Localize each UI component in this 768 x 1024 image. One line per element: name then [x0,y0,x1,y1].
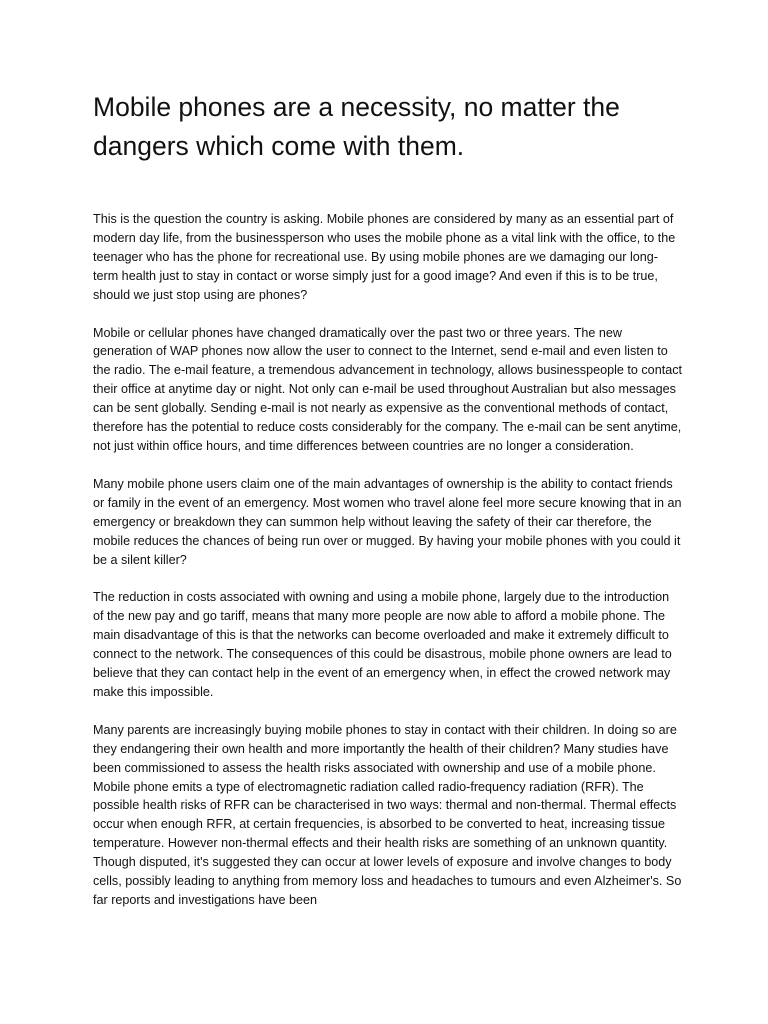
document-title: Mobile phones are a necessity, no matter the dangers which come with them. [93,92,620,161]
paragraph-1: This is the question the country is asking. Mobile phones are considered by many as an essential part of modern day life, from the businessperson who uses the mobile phone as a vital link with the office, to the teenager who has the phone for recreational use. By using mobile phones are we damaging our long-term health just to stay in contact or worse simply just for a good image? And even if this is to be true, should we just stop using are phones? [93,212,676,302]
paragraph-5: Many parents are increasingly buying mobile phones to stay in contact with their children. In doing so are they endangering their own health and more importantly the health of their children? Many studies have been commissioned to assess the health risks associated with ownership and use of a mobile phone. Mobile phone emits a type of electromagnetic radiation called radio-frequency radiation (RFR). The possible health risks of RFR can be characterised in two ways: thermal and non-thermal. Thermal effects occur when enough RFR, at certain frequencies, is absorbed to be converted to heat, increasing tissue temperature. However non-thermal effects and their health risks are something of an unknown quantity. Though disputed, it's suggested they can occur at lower levels of exposure and involve changes to body cells, possibly leading to anything from memory loss and headaches to tumours and even Alzheimer's. So far reports and investigations have been [93,722,682,907]
paragraph-2: Mobile or cellular phones have changed dramatically over the past two or three years. The new generation of WAP phones now allow the user to connect to the Internet, send e-mail and even listen to the radio. The e-mail feature, a tremendous advancement in technology, allows businesspeople to contact their office at anytime day or night. Not only can e-mail be used throughout Australian but also messages can be sent globally. Sending e-mail is not nearly as expensive as the conventional methods of contact, therefore has the potential to reduce costs considerably for the company. The e-mail can be sent anytime, not just within office hours, and time differences between countries are no longer a consideration. [93,325,682,453]
document-body [93,210,683,929]
paragraph-4: The reduction in costs associated with owning and using a mobile phone, largely due to the introduction of the new pay and go tariff, means that many more people are now able to afford a mobile phone. The main disadvantage of this is that the networks can become overloaded and make it extremely difficult to connect to the network. The consequences of this could be disastrous, mobile phone owners are lead to believe that they can contact help in the event of an emergency when, in effect the crowed network may make this impossible. [93,590,672,699]
paragraph-3: Many mobile phone users claim one of the main advantages of ownership is the ability to contact friends or family in the event of an emergency. Most women who travel alone feel more secure knowing that in an emergency or breakdown they can summon help without leaving the safety of their car therefore, the mobile reduces the chances of being run over or mugged. By having your mobile phones with you could it be a silent killer? [93,476,682,567]
